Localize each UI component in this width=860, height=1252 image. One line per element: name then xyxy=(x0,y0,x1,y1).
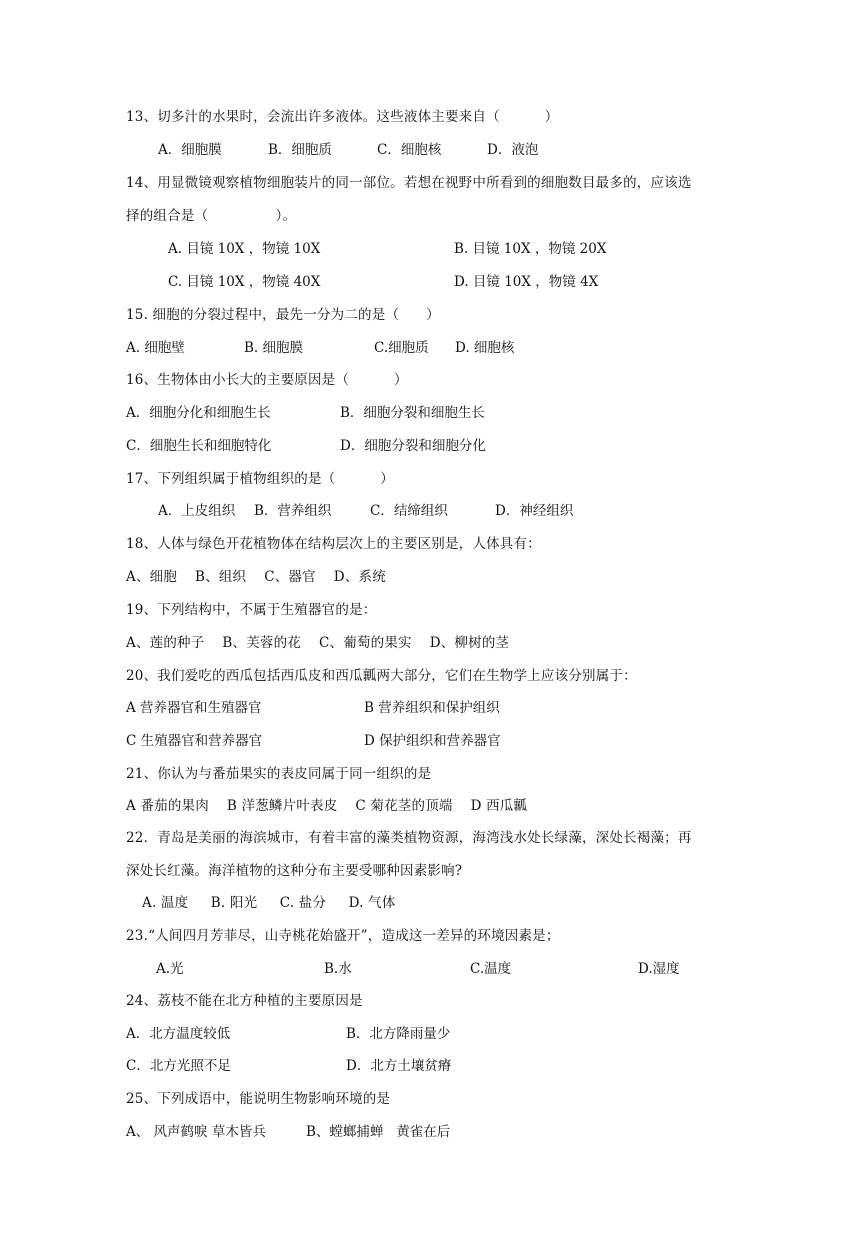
question-17-option-c: C．结缔组织 xyxy=(370,503,448,519)
question-24-option-b: B．北方降雨量少 xyxy=(346,1026,451,1042)
question-24-stem: 24、荔枝不能在北方种植的主要原因是 xyxy=(126,993,363,1009)
question-15-option-d: D. 细胞核 xyxy=(455,340,515,356)
question-24-option-d: D．北方土壤贫瘠 xyxy=(346,1058,452,1074)
question-25-option-a: A、 风声鹤唳 草木皆兵 xyxy=(126,1124,266,1140)
question-13-option-d: D．液泡 xyxy=(487,142,539,158)
question-15-option-c: C.细胞质 xyxy=(374,340,429,356)
question-23-option-b: B.水 xyxy=(324,961,352,977)
question-25-stem: 25、下列成语中，能说明生物影响环境的是 xyxy=(126,1091,391,1107)
question-22-stem-line1: 22．青岛是美丽的海滨城市，有着丰富的藻类植物资源，海湾浅水处长绿藻，深处长褐藻；再 xyxy=(126,830,692,846)
question-20-stem: 20、我们爱吃的西瓜包括西瓜皮和西瓜瓤两大部分，它们在生物学上应该分别属于： xyxy=(126,668,637,684)
question-18-stem: 18、人体与绿色开花植物体在结构层次上的主要区别是，人体具有： xyxy=(126,536,541,552)
question-22-stem-line2: 深处长红藻。海洋植物的这种分布主要受哪种因素影响? xyxy=(126,863,463,879)
question-17-stem: 17、下列组织属于植物组织的是（ ） xyxy=(126,471,394,487)
question-23-option-d: D.湿度 xyxy=(638,961,680,977)
question-20-option-b: B 营养组织和保护组织 xyxy=(364,700,500,716)
question-14-stem-line2: 择的组合是（ ）。 xyxy=(126,208,297,224)
question-13-option-c: C．细胞核 xyxy=(377,142,442,158)
question-14-option-b: B. 目镜 10X ，物镜 20X xyxy=(454,241,607,257)
question-19-stem: 19、下列结构中，不属于生殖器官的是： xyxy=(126,602,377,618)
question-16-stem: 16、生物体由小长大的主要原因是（ ） xyxy=(126,372,408,388)
question-19-options: A、莲的种子 B、芙蓉的花 C、葡萄的果实 D、柳树的茎 xyxy=(126,635,510,651)
question-14-option-c: C. 目镜 10X ，物镜 40X xyxy=(168,274,321,290)
question-14-option-d: D. 目镜 10X ，物镜 4X xyxy=(454,274,599,290)
question-20-option-c: C 生殖器官和营养器官 xyxy=(126,733,263,749)
question-17-option-a: A．上皮组织 xyxy=(158,503,236,519)
question-13-option-b: B．细胞质 xyxy=(268,142,332,158)
question-24-option-c: C．北方光照不足 xyxy=(126,1058,231,1074)
question-17-option-b: B．营养组织 xyxy=(254,503,332,519)
question-21-stem: 21、你认为与番茄果实的表皮同属于同一组织的是 xyxy=(126,766,432,782)
question-22-options: A. 温度 B. 阳光 C. 盐分 D. 气体 xyxy=(142,895,396,911)
question-16-option-a: A．细胞分化和细胞生长 xyxy=(126,405,271,421)
question-14-stem-line1: 14、用显微镜观察植物细胞装片的同一部位。若想在视野中所看到的细胞数目最多的，应该选 xyxy=(126,175,692,191)
question-21-options: A 番茄的果肉 B 洋葱鳞片叶表皮 C 菊花茎的顶端 D 西瓜瓤 xyxy=(126,798,528,814)
question-16-option-c: C．细胞生长和细胞特化 xyxy=(126,438,272,454)
question-23-option-c: C.温度 xyxy=(470,961,512,977)
question-16-option-b: B．细胞分裂和细胞生长 xyxy=(340,405,485,421)
question-23-stem: 23.“人间四月芳菲尽，山寺桃花始盛开”，造成这一差异的环境因素是； xyxy=(126,928,560,944)
question-18-options: A、细胞 B、组织 C、器官 D、系统 xyxy=(126,569,386,585)
question-13-option-a: A．细胞膜 xyxy=(158,142,222,158)
question-13-stem: 13、切多汁的水果时，会流出许多液体。这些液体主要来自（ ） xyxy=(126,109,559,125)
question-14-option-a: A. 目镜 10X ，物镜 10X xyxy=(168,241,321,257)
question-24-option-a: A．北方温度较低 xyxy=(126,1026,231,1042)
question-20-option-a: A 营养器官和生殖器官 xyxy=(126,700,262,716)
question-15-option-a: A. 细胞壁 xyxy=(126,340,185,356)
question-17-option-d: D．神经组织 xyxy=(495,503,574,519)
question-15-option-b: B. 细胞膜 xyxy=(244,340,304,356)
question-16-option-d: D．细胞分裂和细胞分化 xyxy=(340,438,486,454)
question-20-option-d: D 保护组织和营养器官 xyxy=(364,733,501,749)
question-25-option-b: B、螳螂捕蝉 黄雀在后 xyxy=(306,1124,451,1140)
question-23-option-a: A.光 xyxy=(156,961,184,977)
question-15-stem: 15. 细胞的分裂过程中，最先一分为二的是（ ） xyxy=(126,307,440,323)
